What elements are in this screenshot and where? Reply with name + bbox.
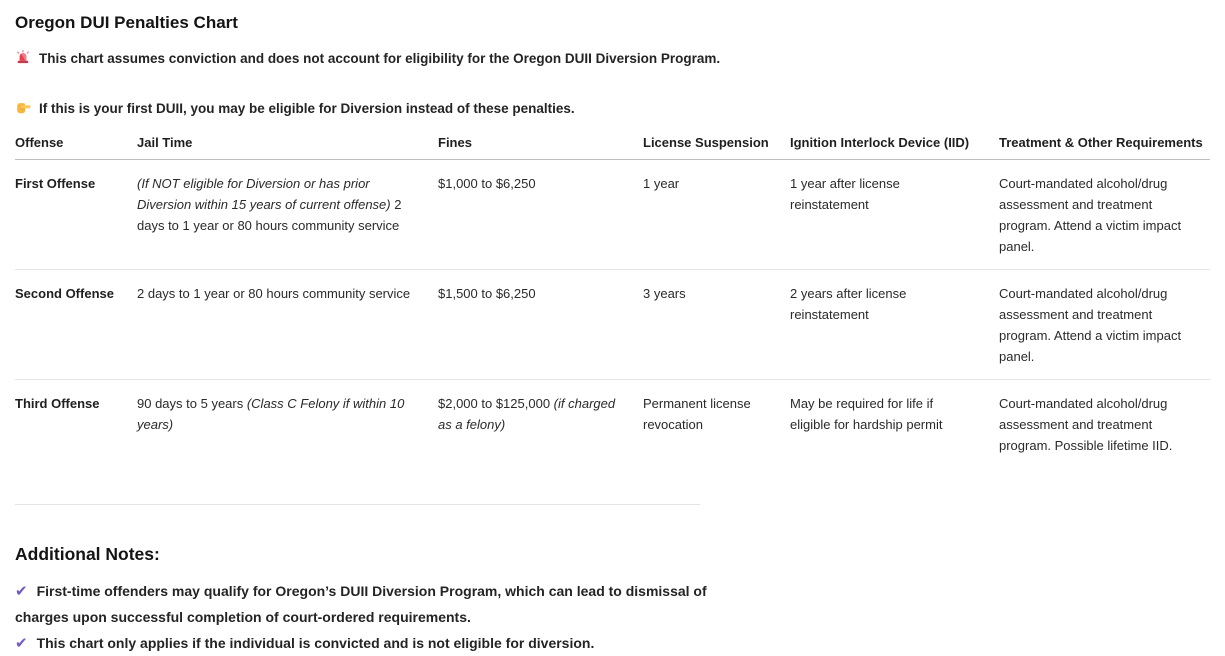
table-cell: Third Offense bbox=[15, 396, 100, 411]
note-text: This chart only applies if the individual is convicted and is not eligible for diversion. bbox=[36, 635, 595, 651]
table-cell: 90 days to 5 years (Class C Felony if within 10 years) bbox=[137, 396, 405, 432]
horizontal-rule bbox=[15, 504, 700, 505]
alert-note bbox=[15, 50, 1210, 67]
table-cell: May be required for life if eligible for hardship permit bbox=[790, 396, 943, 432]
check-icon: ✔ bbox=[15, 582, 28, 600]
table-cell: (If NOT eligible for Diversion or has prior Diversion within 15 years of current offense) 2 days to 1 year or 80 hours community service bbox=[137, 160, 438, 270]
note-item bbox=[15, 578, 715, 630]
check-icon: ✔ bbox=[15, 634, 28, 652]
penalties-table bbox=[15, 135, 1210, 482]
table-cell: Court-mandated alcohol/drug assessment and treatment program. Possible lifetime IID. bbox=[999, 396, 1173, 453]
note-item bbox=[15, 630, 715, 656]
table-cell: 3 years bbox=[643, 270, 790, 380]
table-row-3 bbox=[15, 380, 1210, 483]
table-cell: Court-mandated alcohol/drug assessment and treatment program. Attend a victim impact panel. bbox=[999, 160, 1210, 270]
diversion-tip-text: If this is your first DUII, you may be eligible for Diversion instead of these penalties. bbox=[39, 101, 575, 116]
column-header-1: Offense bbox=[15, 135, 137, 160]
table-cell: $1,000 to $6,250 bbox=[438, 160, 643, 270]
alert-note-text: This chart assumes conviction and does not account for eligibility for the Oregon DUII Diversion Program. bbox=[39, 51, 721, 66]
table-header-row bbox=[15, 135, 1210, 160]
table-cell: Court-mandated alcohol/drug assessment and treatment program. Attend a victim impact panel. bbox=[999, 270, 1210, 380]
table-cell: $2,000 to $125,000 (if charged as a felony) bbox=[438, 396, 616, 432]
notes-heading: Additional Notes: bbox=[15, 544, 160, 564]
table-cell: 2 days to 1 year or 80 hours community service bbox=[137, 270, 438, 380]
column-header-4: License Suspension bbox=[643, 135, 790, 160]
table-row-2 bbox=[15, 270, 1210, 380]
column-header-2: Jail Time bbox=[137, 135, 438, 160]
table-cell: First Offense bbox=[15, 160, 137, 270]
pointing-hand-icon bbox=[15, 100, 31, 116]
table-cell: 1 year bbox=[643, 160, 790, 270]
siren-icon bbox=[15, 50, 31, 66]
table-row-1 bbox=[15, 160, 1210, 270]
table-cell: $1,500 to $6,250 bbox=[438, 270, 643, 380]
table-cell: Permanent license revocation bbox=[643, 396, 751, 432]
column-header-5: Ignition Interlock Device (IID) bbox=[790, 135, 999, 160]
table-cell: Second Offense bbox=[15, 270, 137, 380]
note-text: First-time offenders may qualify for Oregon’s DUII Diversion Program, which can lead to dismissal of charges upon successful completion of court-ordered requirements. bbox=[15, 583, 707, 625]
column-header-3: Fines bbox=[438, 135, 643, 160]
page-title: Oregon DUI Penalties Chart bbox=[15, 13, 238, 32]
table-cell: 2 years after license reinstatement bbox=[790, 270, 999, 380]
diversion-tip bbox=[15, 100, 1210, 117]
table-cell: 1 year after license reinstatement bbox=[790, 160, 999, 270]
notes-list bbox=[15, 578, 715, 656]
column-header-6: Treatment & Other Requirements bbox=[999, 135, 1210, 160]
